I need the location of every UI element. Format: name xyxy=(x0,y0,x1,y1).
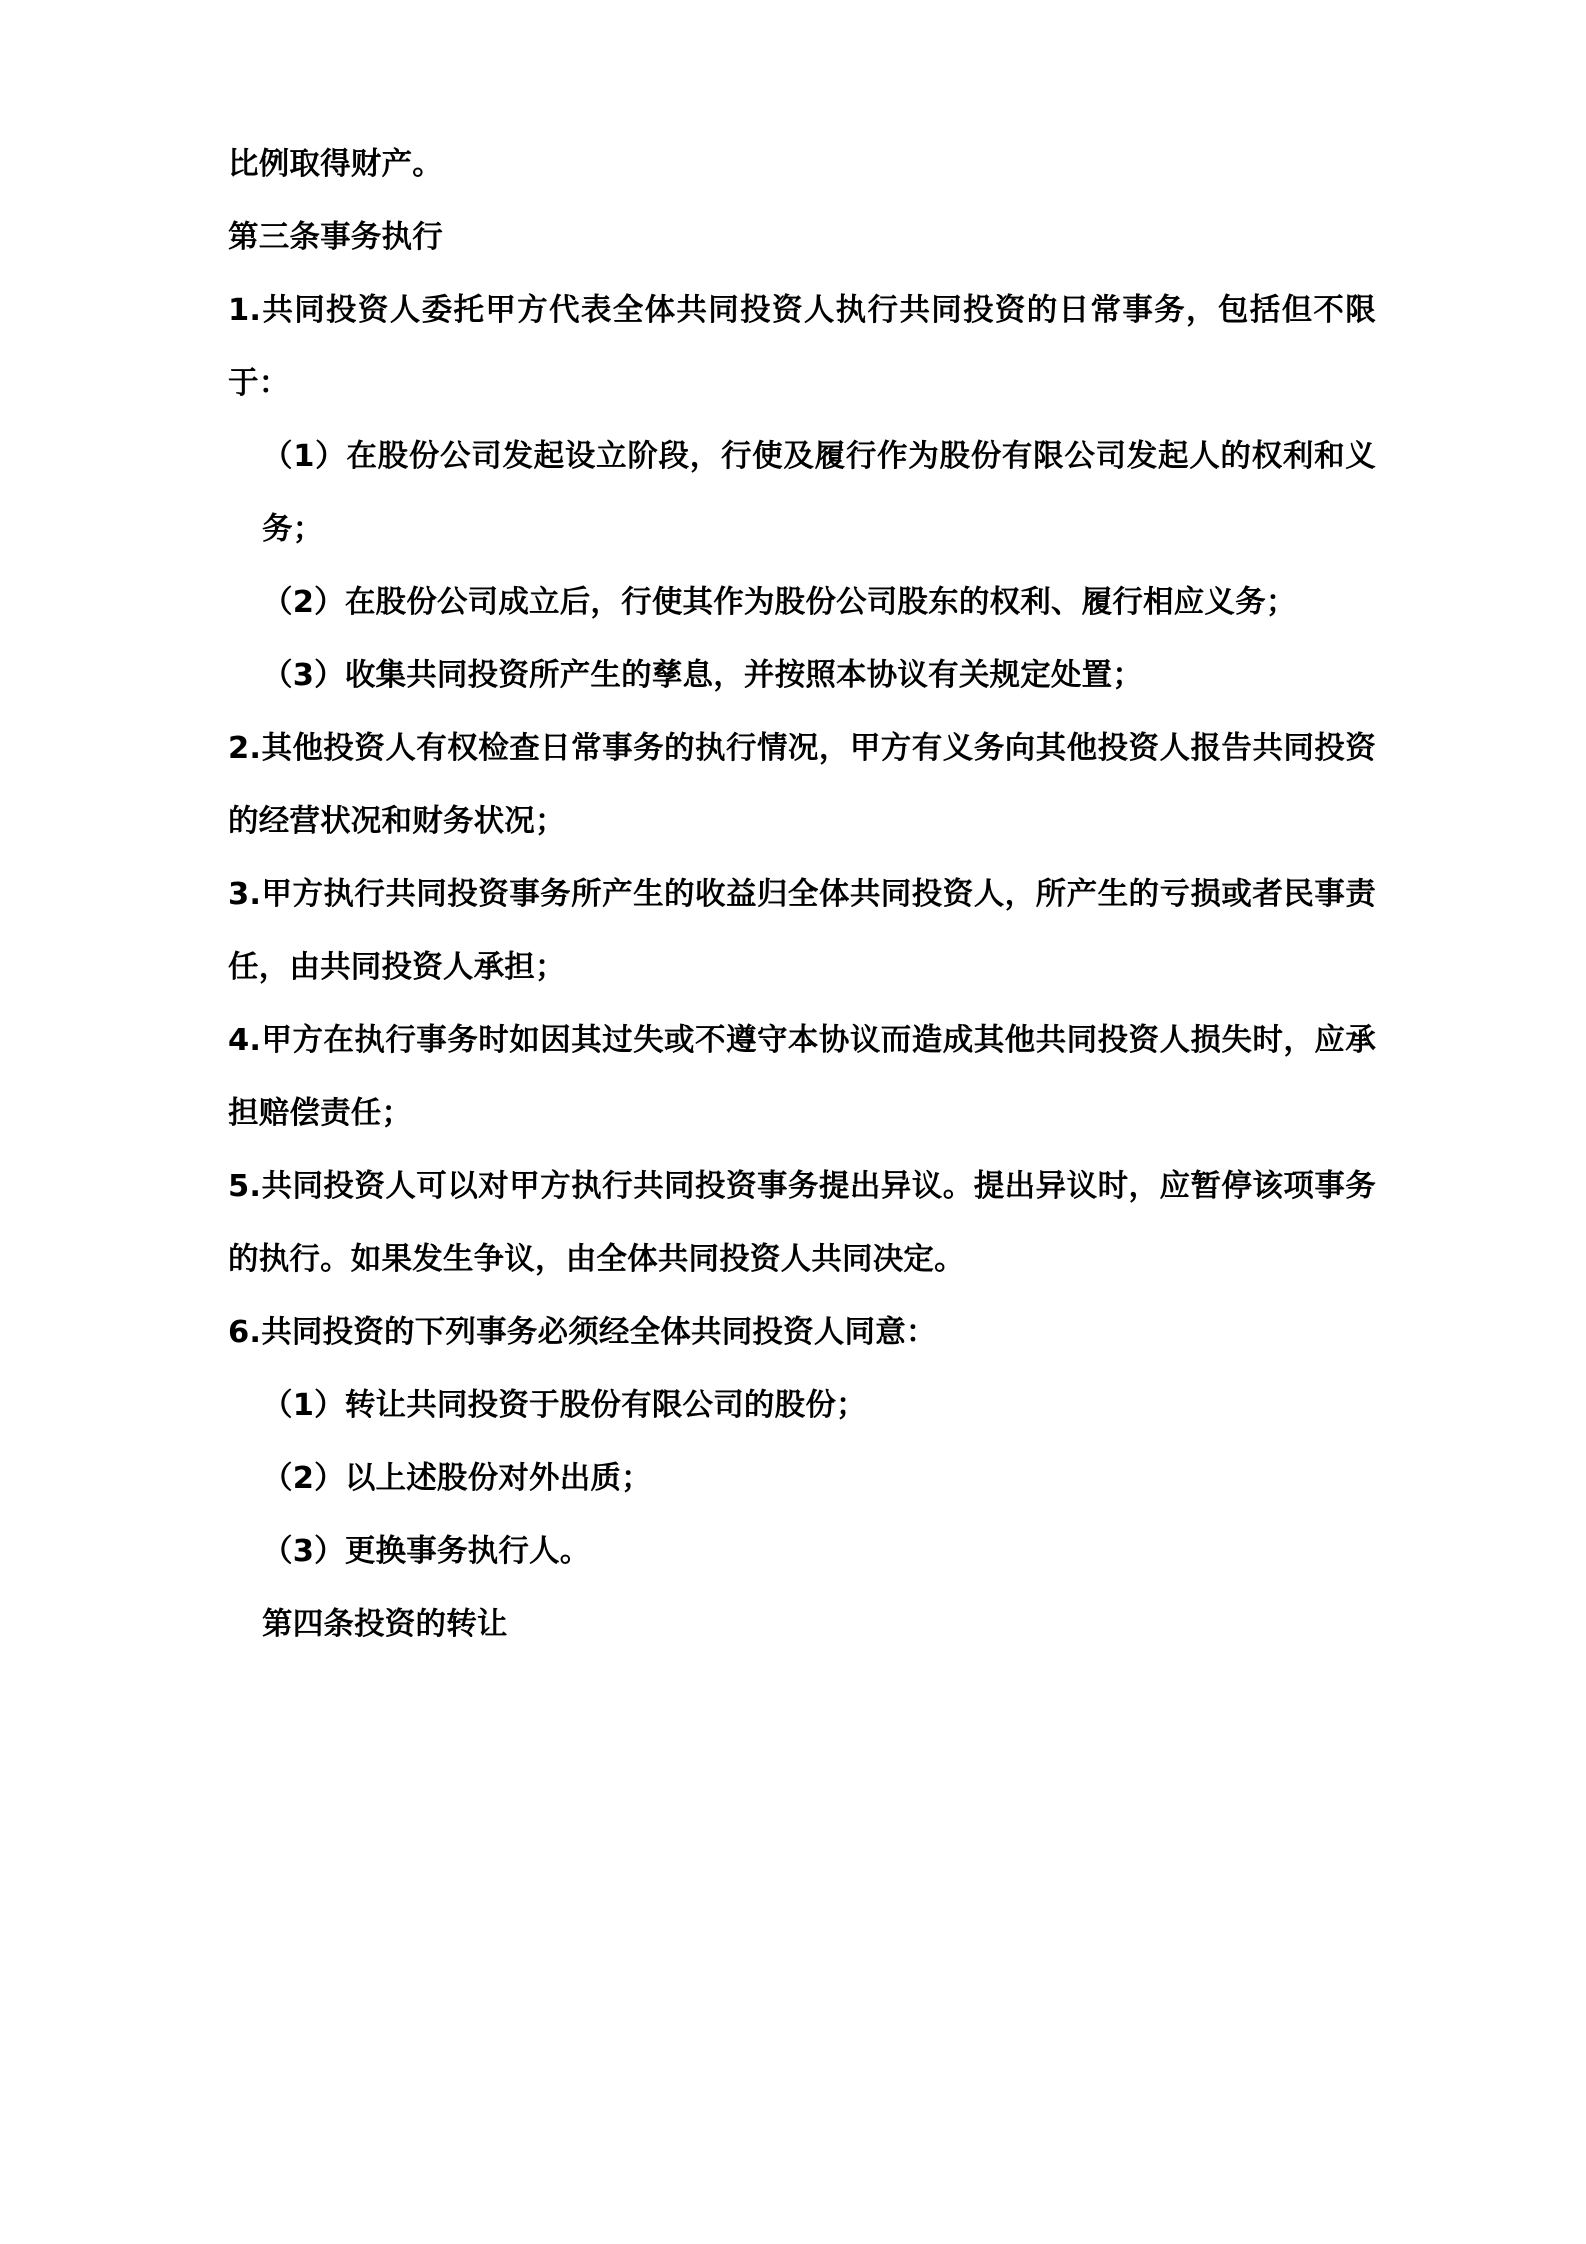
paragraph-3-6: 6.共同投资的下列事务必须经全体共同投资人同意： xyxy=(228,1315,937,1350)
paragraph-3-6-item-3: （3）更换事务执行人。 xyxy=(262,1534,591,1569)
paragraph-3-1-item-2: （2）在股份公司成立后，行使其作为股份公司股东的权利、履行相应义务； xyxy=(262,585,1297,620)
paragraph-continuation: 比例取得财产。 xyxy=(228,147,443,182)
paragraph-3-5: 5.共同投资人可以对甲方执行共同投资事务提出异议。提出异议时，应暂停该项事务的执行。如果发生争议，由全体共同投资人共同决定。 xyxy=(228,1169,1376,1277)
paragraph-3-3: 3.甲方执行共同投资事务所产生的收益归全体共同投资人，所产生的亏损或者民事责任，由共同投资人承担； xyxy=(228,877,1376,985)
heading-article-four: 第四条投资的转让 xyxy=(262,1607,508,1642)
paragraph-3-6-item-1: （1）转让共同投资于股份有限公司的股份； xyxy=(262,1388,867,1423)
paragraph-3-4: 4.甲方在执行事务时如因其过失或不遵守本协议而造成其他共同投资人损失时，应承担赔偿责任； xyxy=(228,1023,1376,1131)
heading-article-three: 第三条事务执行 xyxy=(228,220,443,255)
paragraph-3-1-item-1: （1）在股份公司发起设立阶段，行使及履行作为股份有限公司发起人的权利和义务； xyxy=(262,439,1376,547)
document-body xyxy=(228,128,1376,1661)
paragraph-3-1: 1.共同投资人委托甲方代表全体共同投资人执行共同投资的日常事务，包括但不限于： xyxy=(228,293,1376,401)
paragraph-3-1-item-3: （3）收集共同投资所产生的孳息，并按照本协议有关规定处置； xyxy=(262,658,1144,693)
paragraph-3-6-item-2: （2）以上述股份对外出质； xyxy=(262,1461,652,1496)
paragraph-3-2: 2.其他投资人有权检查日常事务的执行情况，甲方有义务向其他投资人报告共同投资的经营状况和财务状况； xyxy=(228,731,1376,839)
